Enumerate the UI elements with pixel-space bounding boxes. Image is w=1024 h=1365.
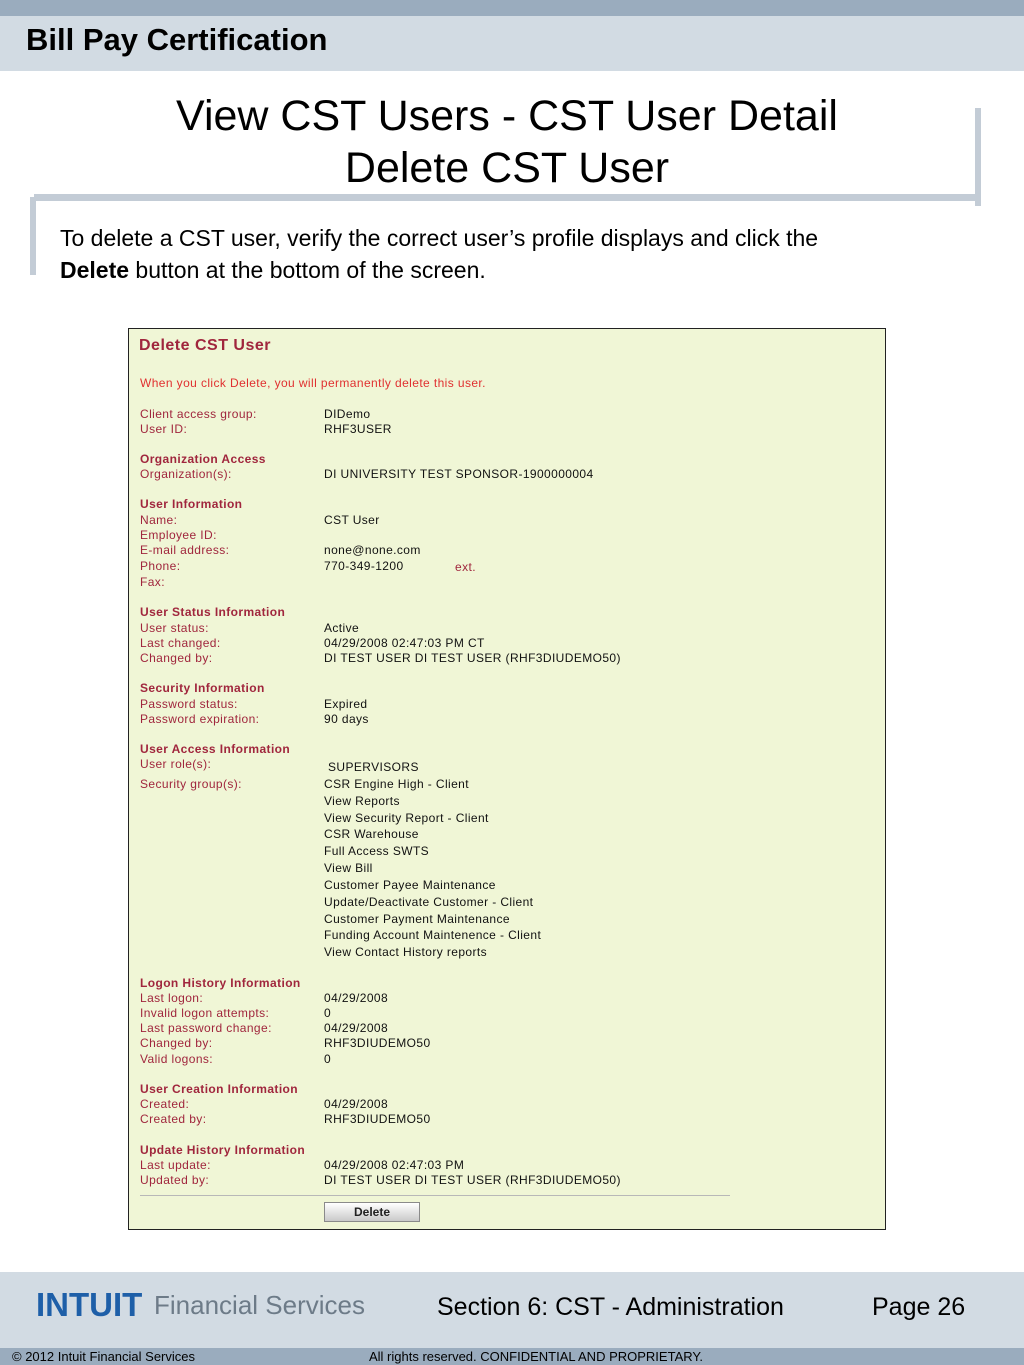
value-user-status: Active — [324, 621, 360, 635]
decorative-bar-left — [30, 197, 36, 275]
delete-button[interactable]: Delete — [324, 1202, 420, 1222]
panel-title: Delete CST User — [139, 337, 271, 354]
section-user-access-information: User Access Information — [140, 742, 291, 756]
decorative-bar-horizontal — [34, 194, 978, 201]
intro-bold: Delete — [60, 257, 130, 283]
panel-divider — [140, 1195, 730, 1196]
security-group-item: Customer Payee Maintenance — [324, 878, 496, 892]
intro-text: To delete a CST user, verify the correct user’s profile displays and click the — [60, 225, 819, 251]
label-last-logon: Last logon: — [140, 991, 204, 1005]
section-security-information: Security Information — [140, 681, 265, 695]
footer-section: Section 6: CST - Administration — [437, 1293, 784, 1321]
delete-user-panel — [128, 328, 886, 1230]
label-created: Created: — [140, 1097, 190, 1111]
value-updated-by: DI TEST USER DI TEST USER (RHF3DIUDEMO50) — [324, 1173, 621, 1187]
slide-title-line1: View CST Users - CST User Detail — [176, 92, 838, 140]
security-group-item: View Bill — [324, 861, 373, 875]
section-user-information: User Information — [140, 497, 243, 511]
label-valid-logons: Valid logons: — [140, 1052, 214, 1066]
label-logon-changed-by: Changed by: — [140, 1036, 213, 1050]
security-group-item: Funding Account Maintenence - Client — [324, 928, 542, 942]
footer-page-number: Page 26 — [872, 1293, 966, 1321]
label-password-expiration: Password expiration: — [140, 712, 260, 726]
label-client-access-group: Client access group: — [140, 407, 257, 421]
value-user-roles: SUPERVISORS — [328, 760, 419, 774]
security-group-item: View Contact History reports — [324, 945, 488, 959]
label-password-status: Password status: — [140, 697, 238, 711]
value-name: CST User — [324, 513, 380, 527]
label-invalid-logon-attempts: Invalid logon attempts: — [140, 1006, 270, 1020]
value-valid-logons: 0 — [324, 1052, 332, 1066]
value-user-id: RHF3USER — [324, 422, 392, 436]
security-group-item: Full Access SWTS — [324, 844, 430, 858]
label-updated-by: Updated by: — [140, 1173, 210, 1187]
label-fax: Fax: — [140, 575, 165, 589]
label-last-password-change: Last password change: — [140, 1021, 272, 1035]
label-employee-id: Employee ID: — [140, 528, 217, 542]
decorative-bar-right — [975, 108, 981, 206]
value-password-expiration: 90 days — [324, 712, 369, 726]
value-client-access-group: DIDemo — [324, 407, 371, 421]
label-user-roles: User role(s): — [140, 757, 212, 771]
value-logon-changed-by: RHF3DIUDEMO50 — [324, 1036, 431, 1050]
value-last-update: 04/29/2008 02:47:03 PM — [324, 1158, 465, 1172]
label-last-update: Last update: — [140, 1158, 211, 1172]
label-organizations: Organization(s): — [140, 467, 232, 481]
section-logon-history-information: Logon History Information — [140, 976, 301, 990]
value-last-changed: 04/29/2008 02:47:03 PM CT — [324, 636, 485, 650]
intro-rest: button at the bottom of the screen. — [129, 257, 486, 283]
slide-title-line2: Delete CST User — [344, 144, 670, 192]
label-last-changed: Last changed: — [140, 636, 221, 650]
security-group-item: Update/Deactivate Customer - Client — [324, 895, 534, 909]
value-phone: 770-349-1200 — [324, 559, 404, 573]
section-update-history-information: Update History Information — [140, 1143, 306, 1157]
value-password-status: Expired — [324, 697, 368, 711]
label-user-status: User status: — [140, 621, 209, 635]
section-user-creation-information: User Creation Information — [140, 1082, 299, 1096]
value-organizations: DI UNIVERSITY TEST SPONSOR-1900000004 — [324, 467, 594, 481]
footer-copyright: © 2012 Intuit Financial Services — [12, 1349, 196, 1364]
logo-brand: INTUIT — [36, 1286, 143, 1323]
delete-warning: When you click Delete, you will permanently delete this user. — [140, 376, 486, 390]
label-phone-ext: ext. — [455, 560, 476, 574]
value-changed-by: DI TEST USER DI TEST USER (RHF3DIUDEMO50) — [324, 651, 621, 665]
value-created-by: RHF3DIUDEMO50 — [324, 1112, 431, 1126]
security-group-item: View Security Report - Client — [324, 811, 489, 825]
label-phone: Phone: — [140, 559, 181, 573]
label-changed-by: Changed by: — [140, 651, 213, 665]
header-title: Bill Pay Certification — [26, 22, 328, 57]
value-invalid-logon-attempts: 0 — [324, 1006, 332, 1020]
security-group-item: Customer Payment Maintenance — [324, 912, 510, 926]
value-last-password-change: 04/29/2008 — [324, 1021, 389, 1035]
label-user-id: User ID: — [140, 422, 188, 436]
logo-tagline: Financial Services — [154, 1290, 365, 1320]
security-group-item: CSR Warehouse — [324, 827, 419, 841]
intuit-logo — [36, 1284, 376, 1328]
security-group-item: CSR Engine High - Client — [324, 777, 469, 791]
value-last-logon: 04/29/2008 — [324, 991, 389, 1005]
value-created: 04/29/2008 — [324, 1097, 389, 1111]
label-security-groups: Security group(s): — [140, 777, 242, 791]
section-organization-access: Organization Access — [140, 452, 266, 466]
security-group-item: View Reports — [324, 794, 400, 808]
section-user-status-information: User Status Information — [140, 605, 286, 619]
label-created-by: Created by: — [140, 1112, 207, 1126]
top-band — [0, 0, 1024, 16]
intro-paragraph — [60, 222, 960, 286]
footer-rights: All rights reserved. CONFIDENTIAL AND PROPRIETARY. — [369, 1349, 703, 1364]
value-email: none@none.com — [324, 543, 421, 557]
label-name: Name: — [140, 513, 178, 527]
label-email: E-mail address: — [140, 543, 230, 557]
